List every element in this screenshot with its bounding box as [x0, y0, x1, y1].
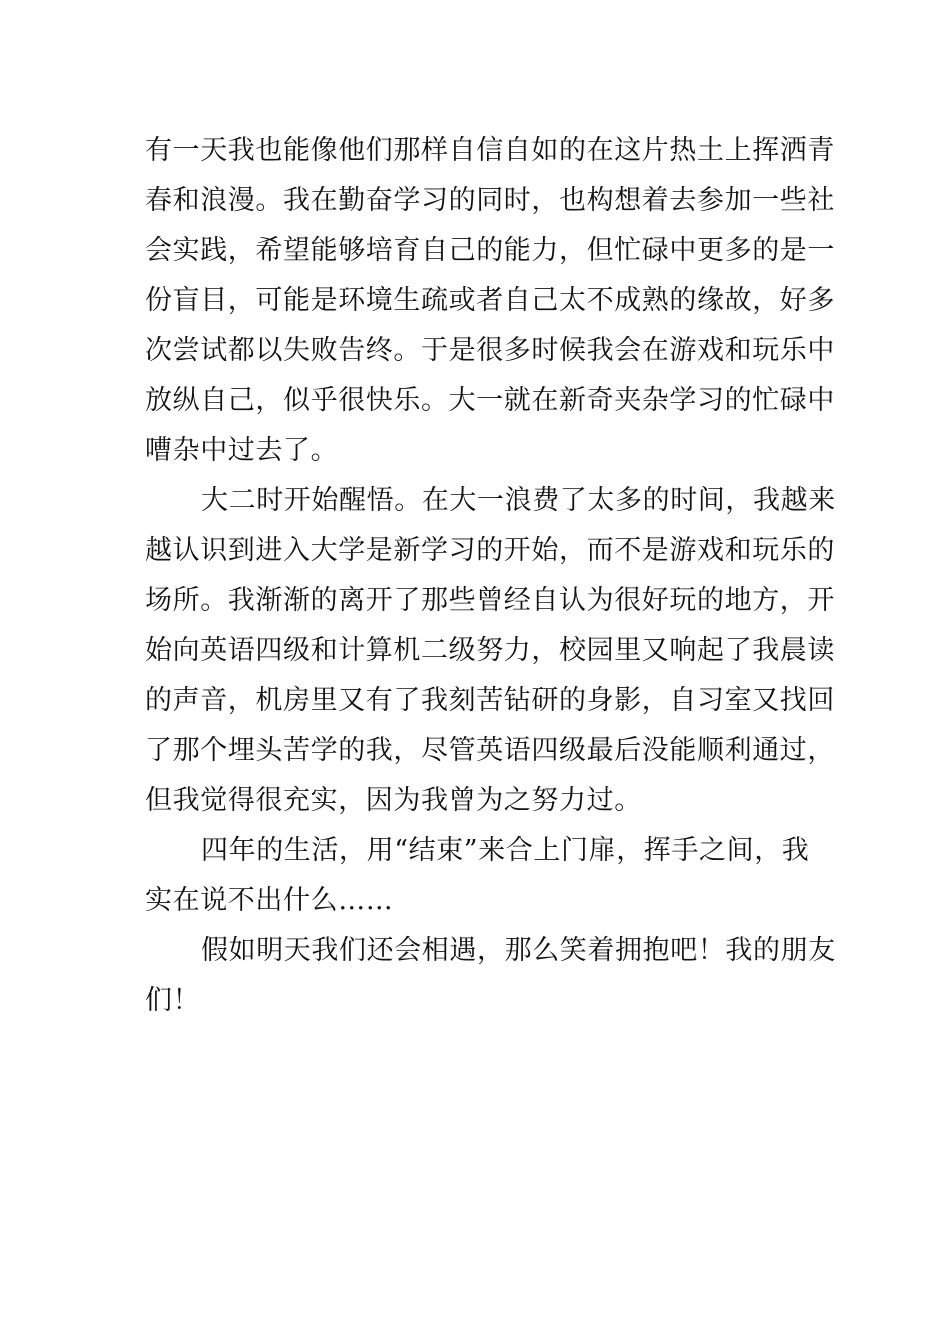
- text-line: 但我觉得很充实，因为我曾为之努力过。: [145, 785, 642, 816]
- paragraph-first-line: 大二时开始醒悟。在大一浪费了太多的时间，我越来: [201, 485, 836, 516]
- document-body: [145, 126, 836, 1026]
- text-line: 春和浪漫。我在勤奋学习的同时，也构想着去参加一些社: [145, 185, 835, 216]
- text-line: 有一天我也能像他们那样自信自如的在这片热土上挥洒青: [145, 135, 835, 166]
- text-line: 越认识到进入大学是新学习的开始，而不是游戏和玩乐的: [145, 535, 835, 566]
- text-line: 会实践，希望能够培育自己的能力，但忙碌中更多的是一: [145, 235, 835, 266]
- text-line: 了那个埋头苦学的我，尽管英语四级最后没能顺利通过，: [145, 735, 835, 766]
- text-line: 份盲目，可能是环境生疏或者自己太不成熟的缘故，好多: [145, 285, 835, 316]
- text-line: 始向英语四级和计算机二级努力，校园里又响起了我晨读: [145, 635, 835, 666]
- text-line: 的声音，机房里又有了我刻苦钻研的身影，自习室又找回: [145, 685, 835, 716]
- text-line: 场所。我渐渐的离开了那些曾经自认为很好玩的地方，开: [145, 585, 835, 616]
- paragraph-first-line: 假如明天我们还会相遇，那么笑着拥抱吧！我的朋友: [201, 935, 836, 966]
- text-line: 实在说不出什么……: [145, 885, 394, 916]
- text-line: 次尝试都以失败告终。于是很多时候我会在游戏和玩乐中: [145, 335, 835, 366]
- text-line: 嘈杂中过去了。: [145, 435, 339, 466]
- text-line: 放纵自己，似乎很快乐。大一就在新奇夹杂学习的忙碌中: [145, 385, 835, 416]
- text-line: 们！: [145, 985, 201, 1016]
- paragraph-first-line: 四年的生活，用“结束”来合上门扉，挥手之间，我: [201, 835, 810, 866]
